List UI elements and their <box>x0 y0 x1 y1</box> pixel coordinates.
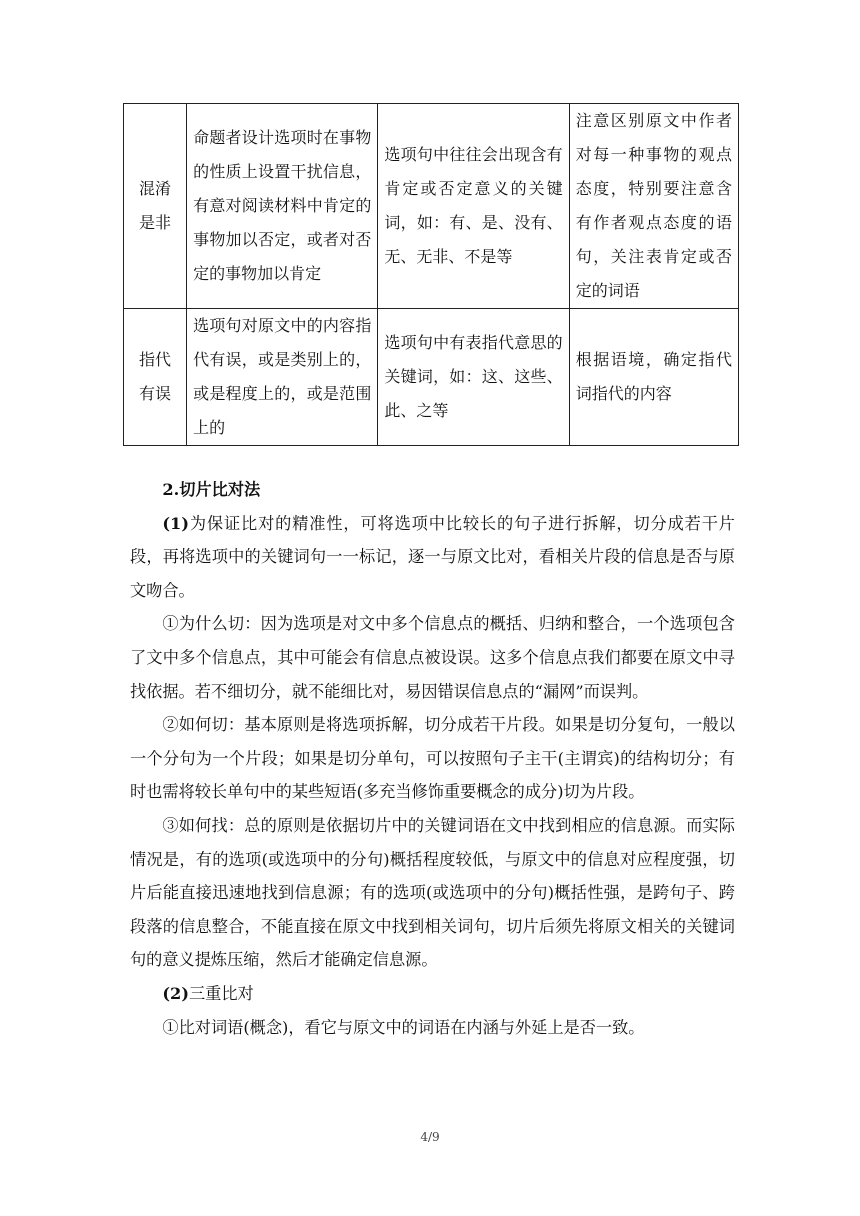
method-cell <box>569 104 738 309</box>
keyword-cell <box>378 309 569 446</box>
paragraph: ③如何找：总的原则是依据切片中的关键词语在文中找到相应的信息源。而实际情况是，有的选项(或选项中的分句)概括程度较低，与原文中的信息对应程度强，切片后能直接迅速地找到信息源；有的选项(或选项中的分句)概括性强，是跨句子、跨段落的信息整合，不能直接在原文中找到相关词句，切片后须先将原文相关的关键词句的意义提炼压缩，然后才能确定信息源。 <box>130 815 735 970</box>
table-row <box>124 104 739 309</box>
paragraph-label: (2) <box>162 983 189 1003</box>
page-number: 4/9 <box>420 1130 440 1144</box>
paragraph: ①为什么切：因为选项是对文中多个信息点的概括、归纳和整合，一个选项包含了文中多个信息点，其中可能会有信息点被设误。这多个信息点我们都要在原文中寻找依据。若不细切分，就不能细比对，易因错误信息点的“漏网”而误判。 <box>130 614 735 701</box>
method-text: 根据语境，确定指代词指代的内容 <box>575 350 732 403</box>
keyword-text: 选项句中有表指代意思的关键词，如：这、这些、此、之等 <box>384 333 563 420</box>
paragraph <box>130 977 735 1011</box>
paragraph-label: (1) <box>162 513 189 533</box>
type-cell <box>124 309 187 446</box>
comparison-table <box>123 103 739 446</box>
type-text: 混淆 是非 <box>139 179 172 232</box>
paragraph: ②如何切：基本原则是将选项拆解，切分成若干片段。如果是切分复句，一般以一个分句为一个片段；如果是切分单句，可以按照句子主干(主谓宾)的结构切分；有时也需将较长单句中的某些短语(多充当修饰重要概念的成分)切为片段。 <box>130 715 735 802</box>
keyword-cell <box>378 104 569 309</box>
table-row <box>124 309 739 446</box>
paragraph-text: 为保证比对的精准性，可将选项中比较长的句子进行拆解，切分成若干片段，再将选项中的关键词句一一标记，逐一与原文比对，看相关片段的信息是否与原文吻合。 <box>130 513 735 600</box>
type-text: 指代 有误 <box>139 350 172 403</box>
description-text: 选项句对原文中的内容指代有误，或是类别上的，或是程度上的，或是范围上的 <box>193 316 372 437</box>
method-cell <box>569 309 738 446</box>
method-text: 注意区别原文中作者对每一种事物的观点态度，特别要注意含有作者观点态度的语句，关注表肯定或否定的词语 <box>575 111 732 300</box>
paragraph <box>130 507 735 608</box>
section-heading: 2.切片比对法 <box>162 480 261 499</box>
description-text: 命题者设计选项时在事物的性质上设置干扰信息，有意对阅读材料中肯定的事物加以否定，或者对否定的事物加以肯定 <box>193 128 372 283</box>
type-cell <box>124 104 187 309</box>
keyword-text: 选项句中往往会出现含有肯定或否定意义的关键词，如：有、是、没有、无、无非、不是等 <box>384 145 563 266</box>
paragraph: ①比对词语(概念)，看它与原文中的词语在内涵与外延上是否一致。 <box>162 1017 645 1037</box>
body-text <box>130 473 735 1044</box>
description-cell <box>187 104 378 309</box>
description-cell <box>187 309 378 446</box>
paragraph-text: 三重比对 <box>188 983 254 1003</box>
